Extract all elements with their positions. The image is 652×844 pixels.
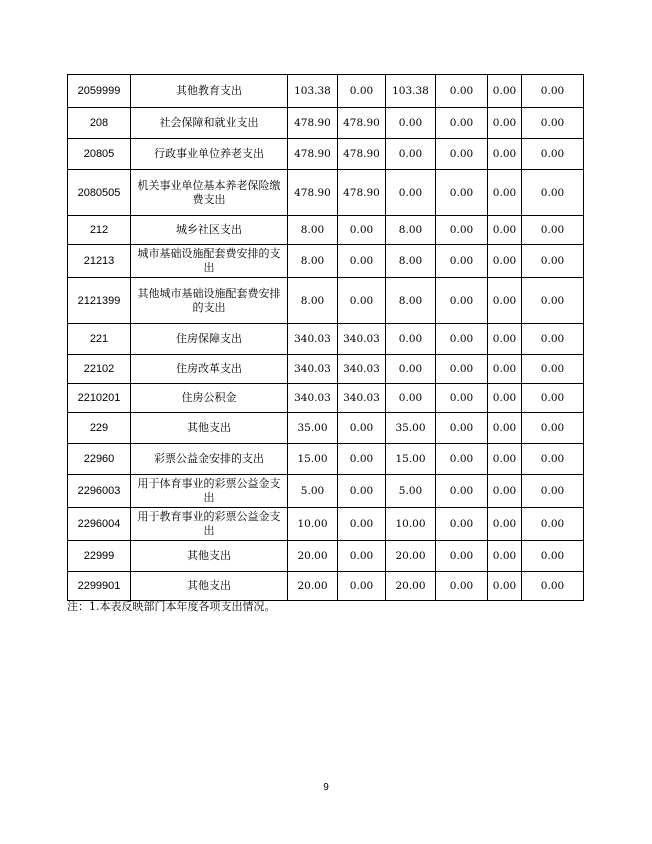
amount-cell: 0.00 xyxy=(488,413,522,444)
subject-name-cell: 住房保障支出 xyxy=(131,324,288,355)
amount-cell: 478.90 xyxy=(288,108,338,139)
amount-cell: 0.00 xyxy=(436,216,488,245)
amount-cell: 0.00 xyxy=(522,245,584,278)
subject-name-cell: 社会保障和就业支出 xyxy=(131,108,288,139)
amount-cell: 340.03 xyxy=(338,384,386,413)
amount-cell: 0.00 xyxy=(522,139,584,170)
amount-cell: 0.00 xyxy=(488,384,522,413)
table-note: 注：1.本表反映部门本年度各项支出情况。 xyxy=(67,600,276,613)
amount-cell: 0.00 xyxy=(338,413,386,444)
amount-cell: 8.00 xyxy=(288,278,338,324)
amount-cell: 0.00 xyxy=(436,475,488,508)
amount-cell: 20.00 xyxy=(386,572,436,601)
table-row xyxy=(68,572,584,601)
table-row xyxy=(68,508,584,541)
table-row xyxy=(68,355,584,384)
amount-cell: 0.00 xyxy=(386,170,436,216)
subject-name-cell: 行政事业单位养老支出 xyxy=(131,139,288,170)
amount-cell: 0.00 xyxy=(522,413,584,444)
amount-cell: 0.00 xyxy=(436,245,488,278)
table-row xyxy=(68,384,584,413)
table-body xyxy=(68,75,584,601)
amount-cell: 0.00 xyxy=(386,139,436,170)
amount-cell: 0.00 xyxy=(488,475,522,508)
amount-cell: 478.90 xyxy=(338,139,386,170)
amount-cell: 0.00 xyxy=(488,108,522,139)
amount-cell: 0.00 xyxy=(488,75,522,108)
subject-code-cell: 2210201 xyxy=(68,384,131,413)
amount-cell: 0.00 xyxy=(386,384,436,413)
amount-cell: 0.00 xyxy=(522,355,584,384)
subject-code-cell: 2296004 xyxy=(68,508,131,541)
amount-cell: 0.00 xyxy=(488,508,522,541)
amount-cell: 15.00 xyxy=(386,444,436,475)
expense-table xyxy=(67,74,584,601)
amount-cell: 0.00 xyxy=(436,444,488,475)
table-row xyxy=(68,216,584,245)
amount-cell: 0.00 xyxy=(436,324,488,355)
amount-cell: 20.00 xyxy=(288,541,338,572)
subject-name-cell: 用于体育事业的彩票公益金支出 xyxy=(131,475,288,508)
subject-name-cell: 住房公积金 xyxy=(131,384,288,413)
subject-code-cell: 22102 xyxy=(68,355,131,384)
amount-cell: 8.00 xyxy=(288,245,338,278)
amount-cell: 0.00 xyxy=(488,245,522,278)
amount-cell: 0.00 xyxy=(522,278,584,324)
amount-cell: 0.00 xyxy=(488,170,522,216)
table-row xyxy=(68,475,584,508)
subject-name-cell: 用于教育事业的彩票公益金支出 xyxy=(131,508,288,541)
amount-cell: 340.03 xyxy=(288,324,338,355)
amount-cell: 20.00 xyxy=(386,541,436,572)
amount-cell: 0.00 xyxy=(522,572,584,601)
amount-cell: 0.00 xyxy=(522,541,584,572)
amount-cell: 0.00 xyxy=(522,508,584,541)
subject-name-cell: 其他支出 xyxy=(131,541,288,572)
subject-code-cell: 22999 xyxy=(68,541,131,572)
table-row xyxy=(68,108,584,139)
amount-cell: 0.00 xyxy=(488,572,522,601)
page-number: 9 xyxy=(323,782,329,793)
amount-cell: 0.00 xyxy=(338,508,386,541)
amount-cell: 0.00 xyxy=(436,508,488,541)
subject-name-cell: 其他支出 xyxy=(131,572,288,601)
subject-code-cell: 221 xyxy=(68,324,131,355)
amount-cell: 15.00 xyxy=(288,444,338,475)
amount-cell: 35.00 xyxy=(386,413,436,444)
amount-cell: 20.00 xyxy=(288,572,338,601)
subject-code-cell: 208 xyxy=(68,108,131,139)
amount-cell: 8.00 xyxy=(288,216,338,245)
amount-cell: 0.00 xyxy=(522,170,584,216)
subject-name-cell: 彩票公益金安排的支出 xyxy=(131,444,288,475)
amount-cell: 0.00 xyxy=(436,278,488,324)
table-row xyxy=(68,278,584,324)
amount-cell: 0.00 xyxy=(488,324,522,355)
amount-cell: 0.00 xyxy=(386,355,436,384)
subject-name-cell: 城乡社区支出 xyxy=(131,216,288,245)
amount-cell: 0.00 xyxy=(488,139,522,170)
amount-cell: 0.00 xyxy=(488,541,522,572)
amount-cell: 0.00 xyxy=(338,475,386,508)
amount-cell: 8.00 xyxy=(386,216,436,245)
amount-cell: 0.00 xyxy=(436,170,488,216)
amount-cell: 0.00 xyxy=(386,108,436,139)
amount-cell: 0.00 xyxy=(488,216,522,245)
amount-cell: 0.00 xyxy=(338,572,386,601)
amount-cell: 103.38 xyxy=(288,75,338,108)
table-row xyxy=(68,245,584,278)
amount-cell: 0.00 xyxy=(436,384,488,413)
subject-name-cell: 其他教育支出 xyxy=(131,75,288,108)
amount-cell: 340.03 xyxy=(338,355,386,384)
amount-cell: 478.90 xyxy=(288,170,338,216)
amount-cell: 478.90 xyxy=(338,170,386,216)
amount-cell: 0.00 xyxy=(338,216,386,245)
amount-cell: 0.00 xyxy=(522,324,584,355)
amount-cell: 0.00 xyxy=(338,245,386,278)
subject-name-cell: 机关事业单位基本养老保险缴费支出 xyxy=(131,170,288,216)
table-row xyxy=(68,324,584,355)
amount-cell: 0.00 xyxy=(436,108,488,139)
subject-name-cell: 城市基础设施配套费安排的支出 xyxy=(131,245,288,278)
amount-cell: 0.00 xyxy=(436,139,488,170)
subject-code-cell: 229 xyxy=(68,413,131,444)
subject-name-cell: 其他支出 xyxy=(131,413,288,444)
amount-cell: 340.03 xyxy=(288,355,338,384)
amount-cell: 0.00 xyxy=(338,444,386,475)
amount-cell: 0.00 xyxy=(522,108,584,139)
amount-cell: 0.00 xyxy=(436,572,488,601)
amount-cell: 5.00 xyxy=(288,475,338,508)
amount-cell: 35.00 xyxy=(288,413,338,444)
subject-code-cell: 20805 xyxy=(68,139,131,170)
subject-code-cell: 22960 xyxy=(68,444,131,475)
subject-code-cell: 21213 xyxy=(68,245,131,278)
amount-cell: 478.90 xyxy=(338,108,386,139)
amount-cell: 8.00 xyxy=(386,278,436,324)
amount-cell: 0.00 xyxy=(522,475,584,508)
subject-code-cell: 212 xyxy=(68,216,131,245)
table-row xyxy=(68,170,584,216)
amount-cell: 0.00 xyxy=(522,444,584,475)
amount-cell: 0.00 xyxy=(386,324,436,355)
amount-cell: 10.00 xyxy=(288,508,338,541)
amount-cell: 8.00 xyxy=(386,245,436,278)
amount-cell: 0.00 xyxy=(436,75,488,108)
table-row xyxy=(68,444,584,475)
subject-code-cell: 2059999 xyxy=(68,75,131,108)
amount-cell: 0.00 xyxy=(338,278,386,324)
amount-cell: 0.00 xyxy=(436,413,488,444)
amount-cell: 0.00 xyxy=(338,75,386,108)
amount-cell: 0.00 xyxy=(488,278,522,324)
amount-cell: 340.03 xyxy=(338,324,386,355)
amount-cell: 0.00 xyxy=(436,541,488,572)
amount-cell: 478.90 xyxy=(288,139,338,170)
table-row xyxy=(68,75,584,108)
subject-code-cell: 2296003 xyxy=(68,475,131,508)
amount-cell: 0.00 xyxy=(338,541,386,572)
amount-cell: 5.00 xyxy=(386,475,436,508)
subject-code-cell: 2080505 xyxy=(68,170,131,216)
amount-cell: 0.00 xyxy=(522,384,584,413)
amount-cell: 10.00 xyxy=(386,508,436,541)
amount-cell: 0.00 xyxy=(522,75,584,108)
amount-cell: 0.00 xyxy=(436,355,488,384)
table-row xyxy=(68,139,584,170)
amount-cell: 0.00 xyxy=(522,216,584,245)
table-row xyxy=(68,413,584,444)
table-row xyxy=(68,541,584,572)
subject-name-cell: 住房改革支出 xyxy=(131,355,288,384)
subject-code-cell: 2299901 xyxy=(68,572,131,601)
amount-cell: 103.38 xyxy=(386,75,436,108)
amount-cell: 340.03 xyxy=(288,384,338,413)
subject-name-cell: 其他城市基础设施配套费安排的支出 xyxy=(131,278,288,324)
subject-code-cell: 2121399 xyxy=(68,278,131,324)
amount-cell: 0.00 xyxy=(488,355,522,384)
amount-cell: 0.00 xyxy=(488,444,522,475)
